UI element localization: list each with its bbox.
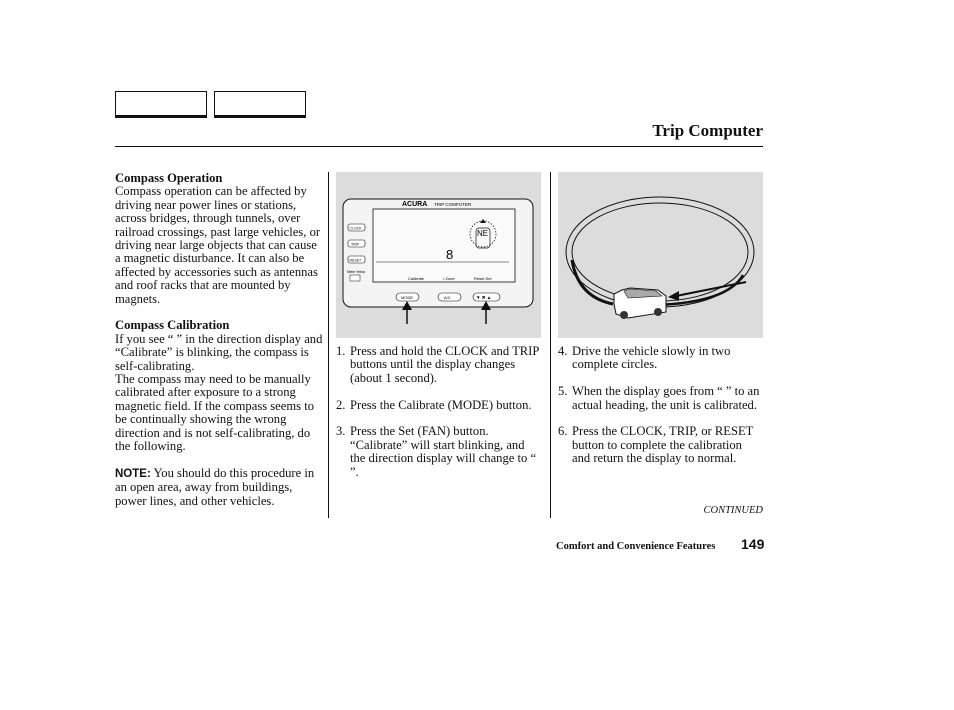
continued-label: CONTINUED xyxy=(703,505,763,516)
column-divider-2 xyxy=(550,172,551,518)
step-4: 4. Drive the vehicle slowly in two complete circles. xyxy=(558,344,731,372)
header-tab-box-1 xyxy=(115,91,207,116)
trip-button-label: TRIP xyxy=(351,242,359,247)
side-label-text: Meter Yellow xyxy=(347,270,366,274)
compass-operation-heading: Compass Operation xyxy=(115,171,223,185)
direction-arrow-icon xyxy=(668,291,679,301)
header-tab-box-2 xyxy=(214,91,306,116)
softkey-zone: • Zone xyxy=(443,276,455,281)
softkey-calibrate: Calibrate xyxy=(408,276,425,281)
trip-computer-figure xyxy=(336,172,541,338)
mode-button-label: MODE xyxy=(401,295,413,300)
panel-label-text: TRIP COMPUTER xyxy=(434,202,472,207)
reset-button-label: RESET xyxy=(349,258,362,263)
column-steps-1-3 xyxy=(336,345,541,479)
brand-logo-text: ACURA xyxy=(402,201,428,208)
compass-calibration-text-2: The compass may need to be manually calibrated after exposure to a strong magnetic field. If the compass seems to be continually showing the wrong direction and is not self-calibrating, do the following. xyxy=(115,372,314,454)
note-label: NOTE: xyxy=(115,467,151,480)
drive-circles-figure xyxy=(558,172,763,338)
direction-arrow-shaft xyxy=(676,282,746,296)
footer-section-label: Comfort and Convenience Features xyxy=(556,541,716,552)
compass-calibration-text-1: If you see “ ” in the direction display and “Calibrate” is blinking, the compass is self-calibrating. xyxy=(115,331,323,373)
step-5: 5. When the display goes from “ ” to an actual heading, the unit is calibrated. xyxy=(558,384,760,412)
softkey-reset-set: Reset Set xyxy=(474,276,492,281)
dimmer-button[interactable] xyxy=(350,275,360,281)
column-divider-1 xyxy=(328,172,329,518)
page-title: Trip Computer xyxy=(652,121,763,140)
step-6: 6. Press the CLOCK, TRIP, or RESET button to complete the calibration and return the display to normal. xyxy=(558,424,754,466)
step-1: 1. Press and hold the CLOCK and TRIP buttons until the display changes (about 1 second). xyxy=(336,344,539,385)
fan-button-label: ▼ ✖ ▲ xyxy=(476,295,492,300)
vehicle-icon xyxy=(614,288,666,319)
compass-heading-text: NE xyxy=(477,229,489,238)
clock-button-label: CLOCK xyxy=(349,226,362,231)
column-compass-info xyxy=(115,172,323,508)
note-paragraph xyxy=(115,467,323,508)
compass-operation-text: Compass operation can be affected by driving near power lines or stations, across bridges, through tunnels, over railroad crossings, past large vehicles, or driving near large objects that can cause a magnetic disturbance. It can also be affected by accessories such as antennas and roof racks that are mounted by magnets. xyxy=(115,184,321,306)
step-3: 3. Press the Set (FAN) button. “Calibrate” will start blinking, and the direction display will change to “ ”. xyxy=(336,424,537,479)
header-rule xyxy=(115,146,763,147)
drive-circles-illustration xyxy=(558,172,763,338)
compass-calibration-heading: Compass Calibration xyxy=(115,318,230,333)
step-2: 2. Press the Calibrate (MODE) button. xyxy=(336,397,532,412)
ac-button-label: A/C xyxy=(444,295,451,300)
page-number: 149 xyxy=(741,536,765,552)
column-steps-4-6 xyxy=(558,345,763,466)
note-text: You should do this procedure in an open area, away from buildings, power lines, and other vehicles. xyxy=(115,465,315,508)
trip-computer-illustration xyxy=(336,172,541,338)
display-digit: 8 xyxy=(446,247,454,262)
